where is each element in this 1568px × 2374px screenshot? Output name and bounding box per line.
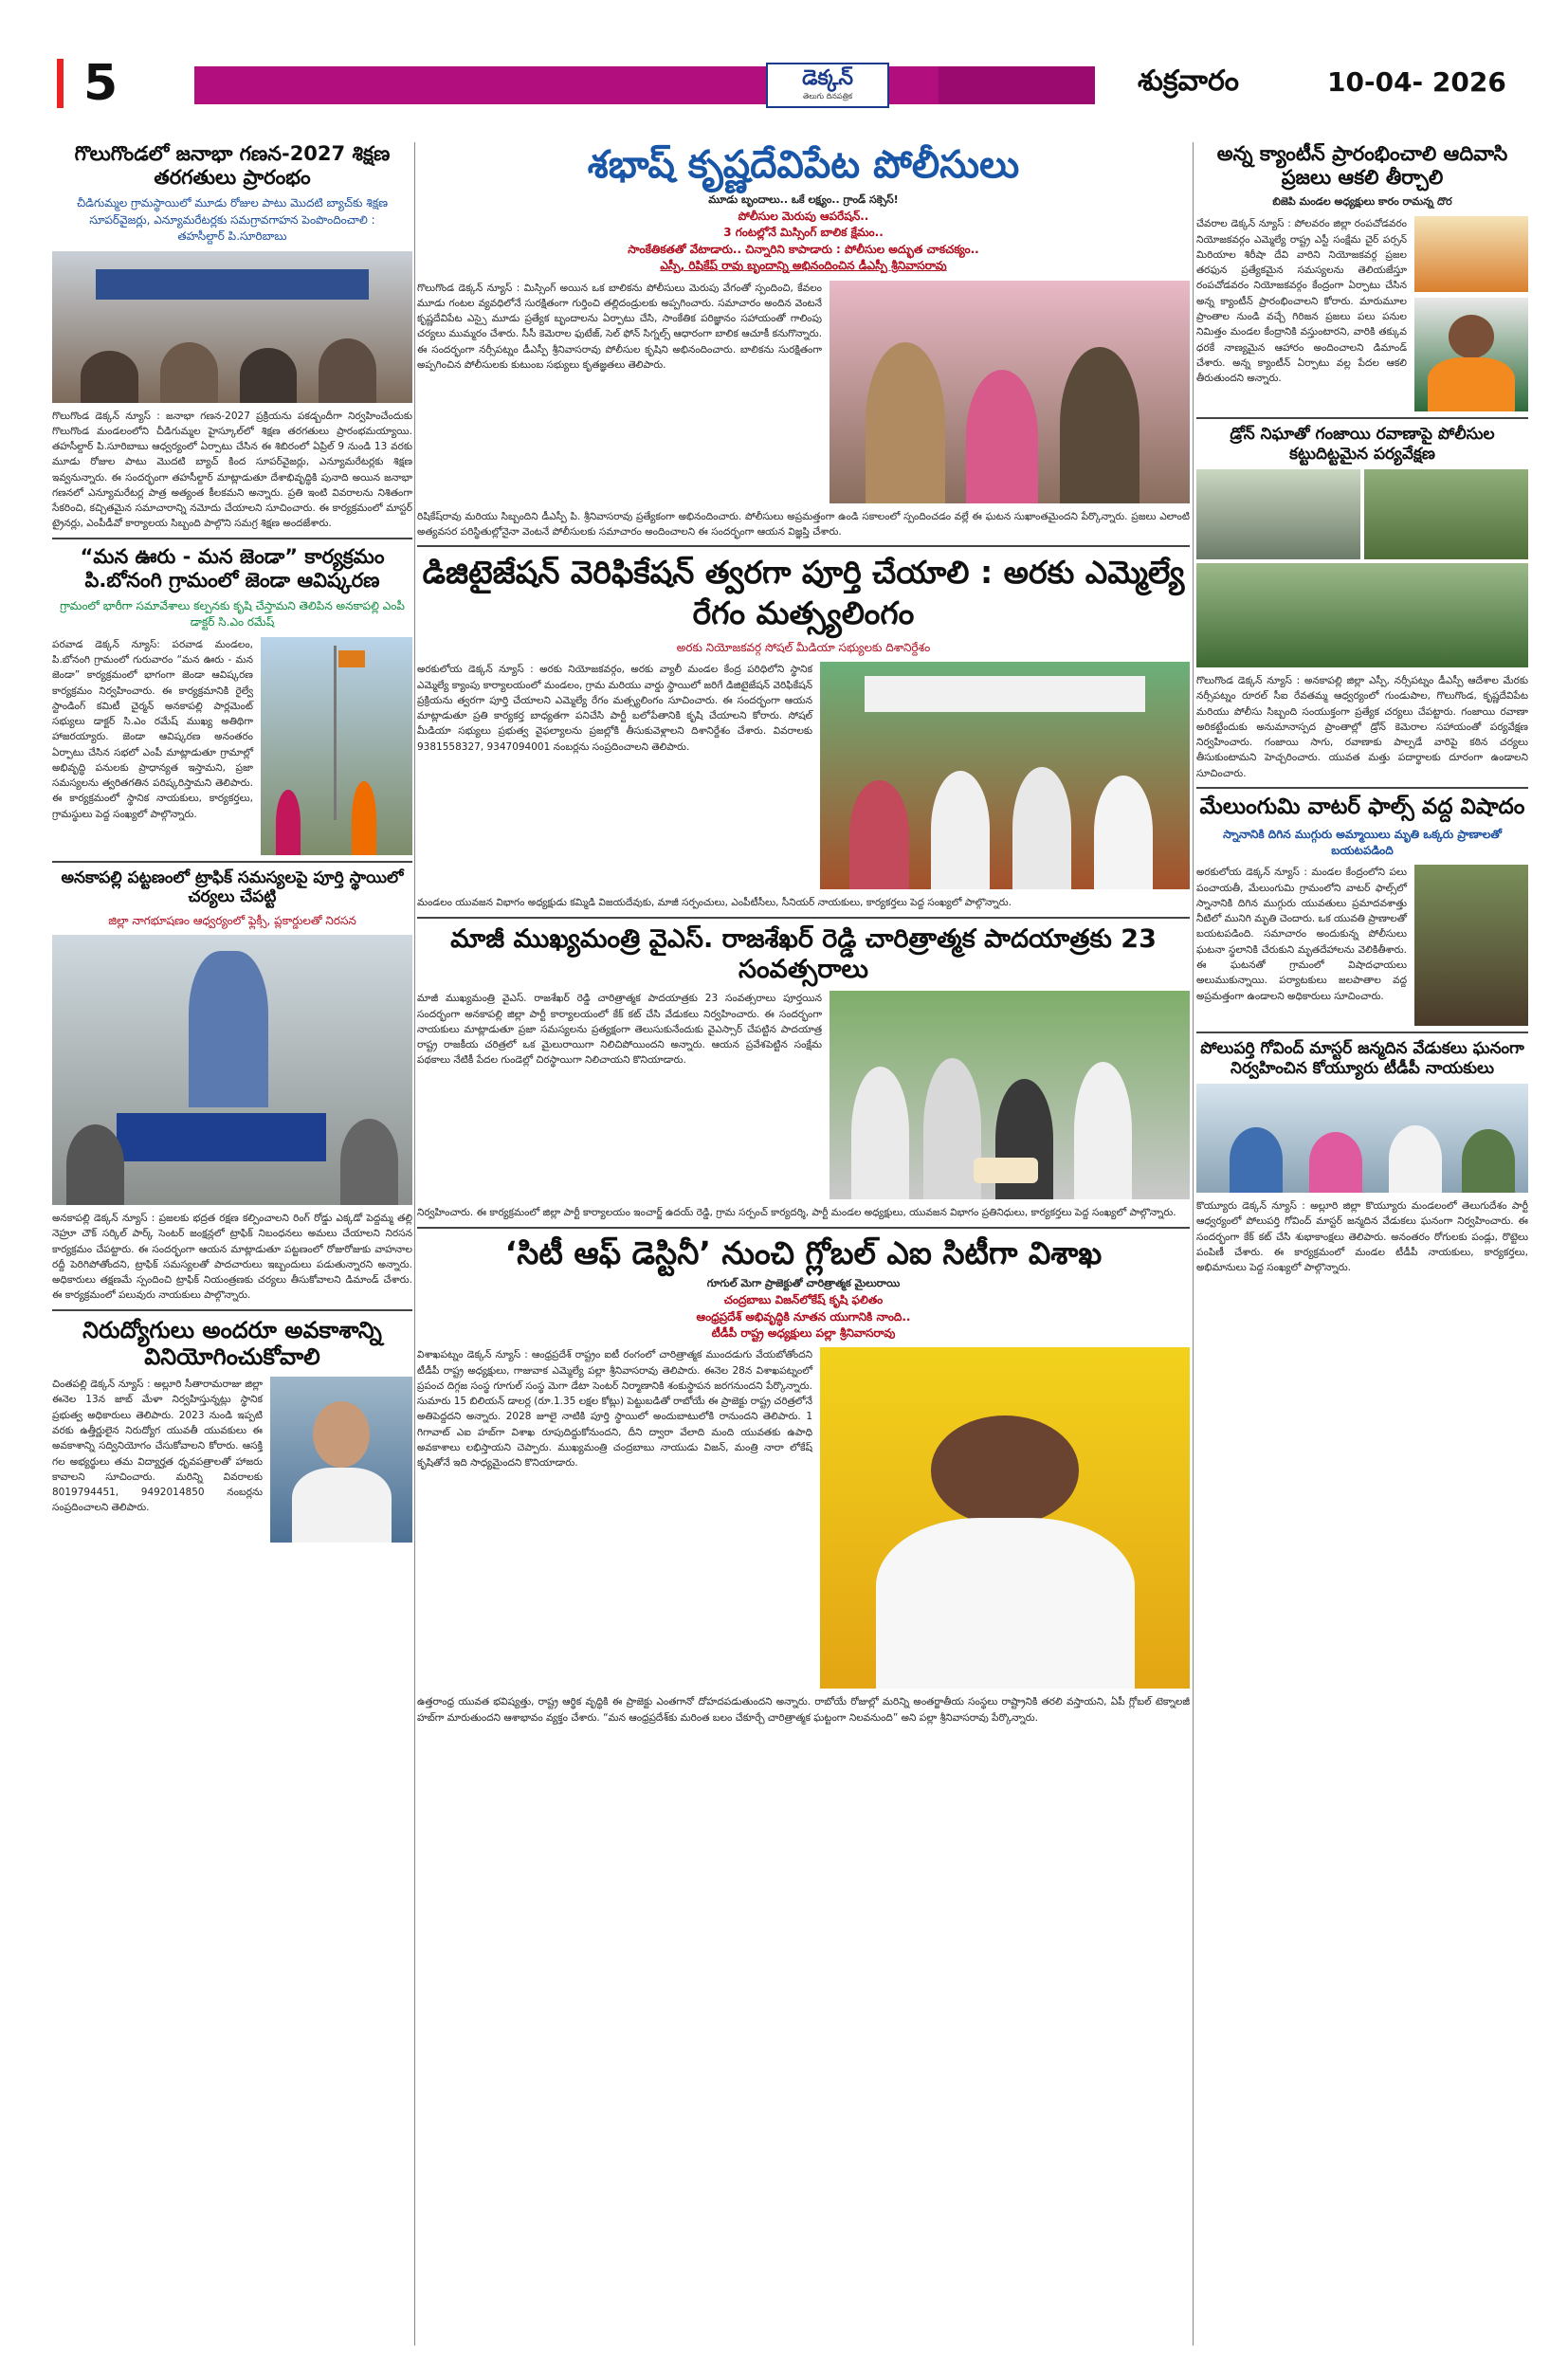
subheadline: 3 గంటల్లోనే మిస్సింగ్ బాలిక క్షేమం..: [723, 226, 884, 240]
headline: మాజీ ముఖ్యమంత్రి వైఎస్. రాజశేఖర్ రెడ్డి చారిత్రాత్మక పాదయాత్రకు 23 సంవత్సరాలు: [450, 923, 1157, 984]
article-ysr-padayatra: [417, 924, 1190, 1221]
divider: [52, 1309, 412, 1311]
photo-flag-ceremony: [261, 637, 412, 855]
subheadline: ఆంధ్రప్రదేశ్ అభివృద్ధికి నూతన యుగానికి నాంది..: [696, 1309, 911, 1324]
weekday: శుక్రవారం: [1138, 64, 1239, 98]
photo-police-vehicle: [1196, 469, 1360, 559]
divider: [417, 917, 1190, 919]
subheadline: పోలీసుల మెరుపు ఆపరేషన్..: [738, 210, 869, 223]
article-drone-surveillance: [1196, 425, 1528, 781]
photo-waterfall-site: [1414, 865, 1528, 1026]
divider: [1196, 787, 1528, 789]
column-divider: [414, 142, 415, 2346]
article-body: అనకాపల్లి డెక్కన్ న్యూస్ : ప్రజలకు భద్రత రక్షణ కల్పించాలని రింగ్ రోడ్డు ఎక్కడో పెద్దమ్మ తల్లి నెహ్రూ చౌక్ సర్కిల్ పార్క్ సెంటర్ జంక్షన్లలో ట్రాఫిక్ నిబంధనలు అమలు చేయాలని నిరసన కార్యక్రమం చేపట్టారు. ఈ సందర్భంగా ఆయన మాట్లాడుతూ పట్టణంలో రోజురోజుకు వాహనాల రద్దీ పెరిగిపోతోందని, ట్రాఫిక్ సమస్యలతో పాదచారులు ఇబ్బందులు పడుతున్నారని అన్నారు. అధికారులు తక్షణమే స్పందించి ట్రాఫిక్ నియంత్రణకు చర్యలు తీసుకోవాలని డిమాండ్ చేశారు. ఈ కార్యక్రమంలో పలువురు నాయకులు పాల్గొన్నారు.: [52, 1213, 412, 1302]
article-job-mela: [52, 1317, 412, 1543]
subheadline: బిజెపి మండల అధ్యక్షులు కారం రామన్న దొర: [1272, 195, 1452, 209]
headline: నిరుద్యోగులు అందరూ అవకాశాన్ని వినియోగించుకోవాలి: [82, 1316, 382, 1371]
article-waterfall-tragedy: [1196, 794, 1528, 1026]
photo-training-hall: [52, 251, 412, 403]
center-column: [417, 142, 1190, 2346]
subheadline: చీడిగుమ్మల గ్రామస్థాయిలో మూడు రోజుల పాటు మొదటి బ్యాచ్‌కు శిక్షణ: [76, 196, 389, 210]
article-body: పరవాడ డెక్కన్ న్యూస్: పరవాడ మండలం, పి.బోనంగి గ్రామంలో గురువారం “మన ఊరు - మన జెండా” కార్యక్రమంలో భాగంగా జెండా ఆవిష్కరణ కార్యక్రమం నిర్వహించారు. ఈ కార్యక్రమానికి రైల్వే స్టాండింగ్ కమిటీ చైర్మన్ అనకాపల్లి పార్లమెంట్ సభ్యులు డాక్టర్ సి.ఎం రమేష్ ముఖ్య అతిథిగా హాజరయ్యారు. జెండా ఆవిష్కరణ అనంతరం ఏర్పాటు చేసిన సభలో ఎంపీ మాట్లాడుతూ గ్రామాల్లో అభివృద్ధి పనులకు ప్రాధాన్యత ఇస్తామని, ప్రజా సమస్యలను త్వరితగతిన పరిష్కరిస్తామని తెలిపారు. ఈ కార్యక్రమంలో స్థానిక నాయకులు, కార్యకర్తలు, గ్రామస్థులు పెద్ద సంఖ్యలో పాల్గొన్నారు.: [52, 638, 253, 820]
article-body: అరకులోయ డెక్కన్ న్యూస్ : మండల కేంద్రంలోని పలు పంచాయతీ, మేలుంగుమి గ్రామంలోని వాటర్ ఫాల్స్‌లో స్నానానికి దిగిన ముగ్గురు యువతులు ప్రమాదవశాత్తు నీటిలో మునిగి మృతి చెందారు. ఒక యువతి ప్రాణాలతో బయటపడింది. సమాచారం అందుకున్న పోలీసులు ఘటనా స్థలానికి చేరుకుని మృతదేహాలను వెలికితీశారు. ఈ ఘటనతో గ్రామంలో విషాదఛాయలు అలుముకున్నాయి. పర్యాటకులు జలపాతాల వద్ద అప్రమత్తంగా ఉండాలని అధికారులు సూచించారు.: [1196, 867, 1407, 1002]
headline: పోలుపర్తి గోవింద్ మాస్టర్ జన్మదిన వేడుకలు ఘనంగా నిర్వహించిన కోయ్యూరు టీడీపీ నాయకులు: [1200, 1039, 1524, 1078]
subheadline: సూపర్‌వైజర్లు, ఎన్యూమరేటర్లకు సమగ్రావగాహన పెంపొందించాలి :: [89, 212, 375, 227]
photo-protest-statue: [52, 935, 412, 1205]
divider: [1196, 417, 1528, 419]
article-flag-hoisting: [52, 545, 412, 855]
article-body: మాజీ ముఖ్యమంత్రి వైఎస్. రాజశేఖర్ రెడ్డి చారిత్రాత్మక పాదయాత్రకు 23 సంవత్సరాలు పూర్తయిన సందర్భంగా అనకాపల్లి జిల్లా పార్టీ కార్యాలయంలో కేక్ కట్ చేసి వేడుకలు నిర్వహించారు. ఈ సందర్భంగా నాయకులు మాట్లాడుతూ ప్రజా సమస్యలను ప్రత్యక్షంగా తెలుసుకునేందుకు వైఎస్సార్ చేపట్టిన పాదయాత్ర రాష్ట్ర రాజకీయ చరిత్రలో ఒక మైలురాయిగా నిలిచిపోయిందని అన్నారు. ఆయన ప్రవేశపెట్టిన సంక్షేమ పథకాలు నేటికీ పేదల గుండెల్లో చిరస్థాయిగా నిలిచాయని కొనియాడారు.: [417, 993, 822, 1067]
masthead: [0, 0, 1568, 116]
subheadline: టీడీపీ రాష్ట్ర అధ్యక్షులు పల్లా శ్రీనివాసరావు: [711, 1325, 896, 1340]
divider: [417, 545, 1190, 547]
article-body: చేవరాల డెక్కన్ న్యూస్ : పోలవరం జిల్లా రంపచోడవరం నియోజకవర్గం ఎమ్మెల్యే రాష్ట్ర ఎస్టీ సంక్షేమ చైర్ పర్సన్ మిరియాల శిరీషా దేవి వారిని నియోజకవర్గ ప్రజల తరఫున ప్రత్యేకమైన సమస్యలను తెలియజేస్తూ రంపచోడవరం నియోజకవర్గం కేంద్రంగా ఏర్పాటు చేసిన అన్న క్యాంటీన్ ప్రారంభించాలని కోరారు. మారుమూల ప్రాంతాల నుండి వచ్చే గిరిజన ప్రజలు పలు పనుల నిమిత్తం మండల కేంద్రానికి వస్తుంటారని, వారికి తక్కువ ధరకే నాణ్యమైన ఆహారం అందించాలని డిమాండ్ చేశారు. అన్న క్యాంటీన్ ఏర్పాటు వల్ల పేదల ఆకలి తీరుతుందని అన్నారు.: [1196, 218, 1407, 385]
headline: డిజిటైజేషన్ వెరిఫికేషన్ త్వరగా పూర్తి చేయాలి : అరకు ఎమ్మెల్యే రేగం మత్స్యలింగం: [422, 554, 1185, 631]
photo-ganja-field: [1196, 563, 1528, 667]
headline: గొలుగొండలో జనాభా గణన-2027 శిక్షణ తరగతులు ప్రారంభం: [74, 142, 391, 190]
headline: అనకాపల్లి పట్టణంలో ట్రాఫిక్ సమస్యలపై పూర్తి స్థాయిలో చర్యలు చేపట్టి: [61, 867, 404, 907]
header-band-right: [939, 66, 1095, 104]
article-body: గొలుగొండ డెక్కన్ న్యూస్ : జనాభా గణన-2027 ప్రక్రియను పకడ్బందీగా నిర్వహించేందుకు గొలుగొండ మండలంలోని చీడిగుమ్మల హైస్కూల్‌లో శిక్షణ తరగతులు ప్రారంభమయ్యాయి. తహసీల్దార్ పి.సూరిబాబు ఆధ్వర్యంలో ఏర్పాటు చేసిన ఈ శిబిరంలో ఏప్రిల్ 9 నుండి 13 వరకు మూడు రోజుల పాటు మొదటి బ్యాచ్ కింద సూపర్‌వైజర్లు, ఎన్యూమరేటర్లకు శిక్షణ ఇవ్వనున్నారు. ఈ సందర్భంగా తహసీల్దార్ మాట్లాడుతూ దేశాభివృద్ధికి పునాది అయిన జనాభా గణనలో ఎన్యూమరేటర్ల పాత్ర అత్యంత కీలకమని అన్నారు. ప్రతి ఇంటి వివరాలను నిశితంగా సేకరించి, కచ్చితమైన సమాచారాన్ని నమోదు చేయాలని సూచించారు. ఈ కార్యక్రమంలో మాస్టర్ ట్రైనర్లు, ఎంపీడీవో కార్యాలయ సిబ్బంది పాల్గొని సమగ్ర శిక్షణ అందజేశారు.: [52, 410, 412, 530]
subheadline: తహసీల్దార్ పి.సూరిబాబు: [177, 229, 287, 244]
right-column: [1196, 142, 1528, 2346]
article-birthday-celebration: [1196, 1039, 1528, 1275]
article-body: చింతపల్లి డెక్కన్ న్యూస్ : అల్లూరి సీతారామరాజు జిల్లా ఈనెల 13న జాబ్ మేళా నిర్వహిస్తున్నట్లు స్థానిక ప్రభుత్వ అధికారులు తెలిపారు. 2023 నుండి ఇప్పటి వరకు ఉత్తీర్ణులైన నిరుద్యోగ యువతీ యువకులు ఈ అవకాశాన్ని సద్వినియోగం చేసుకోవాలని కోరారు. ఆసక్తి గల అభ్యర్థులు తమ విద్యార్హత ధృవపత్రాలతో హాజరు కావాలని సూచించారు. మరిన్ని వివరాలకు 8019794451, 9492014850 నంబర్లను సంప్రదించాలని తెలిపారు.: [52, 1379, 263, 1514]
subheadline: జిల్లా నాగభూషణం ఆధ్వర్యంలో ఫ్లెక్సీ, ప్లకార్డులతో నిరసన: [108, 913, 356, 927]
newspaper-logo: [766, 63, 889, 108]
article-body: కొయ్యూరు డెక్కన్ న్యూస్ : అల్లూరి జిల్లా కొయ్యూరు మండలంలో తెలుగుదేశం పార్టీ ఆధ్వర్యంలో పోలుపర్తి గోవింద్ మాస్టర్ జన్మదిన వేడుకలు ఘనంగా నిర్వహించారు. ఈ సందర్భంగా కేక్ కట్ చేసి శుభాకాంక్షలు తెలిపారు. అనంతరం రోగులకు పండ్లు, రొట్టెలు పంపిణీ చేశారు. ఈ కార్యక్రమంలో మండల టీడీపీ నాయకులు, కార్యకర్తలు, అభిమానులు పెద్ద సంఖ్యలో పాల్గొన్నారు.: [1196, 1200, 1528, 1274]
subheadline: గ్రామంలో భారీగా సమావేశాలు కల్పనకు కృషి చేస్తామని తెలిపిన అనకాపల్లి ఎంపీ డాక్టర్ సి.ఎం రమేష్: [60, 599, 405, 630]
photo-canteen: [1414, 216, 1528, 292]
divider: [52, 861, 412, 863]
article-body-continued: రిషికేష్‌రావు మరియు సిబ్బందిని డీఎస్పీ పి. శ్రీనివాసరావు ప్రత్యేకంగా అభినందించారు. పోలీసులు అప్రమత్తంగా ఉండి సకాలంలో స్పందించడం వల్లే ఈ ఘటన సుఖాంతమైందని పేర్కొన్నారు. ప్రజలు ఎలాంటి అత్యవసర పరిస్థితుల్లోనైనా వెంటనే పోలీసులకు సమాచారం అందించాలని ఈ సందర్భంగా ఆయన విజ్ఞప్తి చేశారు.: [417, 510, 1190, 538]
photo-birthday-event: [1196, 1084, 1528, 1193]
photo-bjp-leader: [1414, 298, 1528, 411]
page-number: 5: [83, 55, 119, 112]
headline: మేలుంగుమి వాటర్ ఫాల్స్ వద్ద విషాదం: [1199, 794, 1525, 820]
article-digitization-mla: [417, 553, 1190, 910]
photo-tdp-leader: [820, 1347, 1190, 1689]
headline: “మన ఊరు - మన జెండా” కార్యక్రమం పి.బోనంగి గ్రామంలో జెండా ఆవిష్కరణ: [80, 544, 385, 592]
photo-official-portrait: [270, 1377, 412, 1543]
logo-tagline: తెలుగు దినపత్రిక: [802, 92, 853, 100]
subheadline: గూగుల్ మెగా ప్రాజెక్టుతో చారిత్రాత్మక మైలురాయి: [706, 1277, 901, 1290]
headline: డ్రోన్ నిఘాతో గంజాయి రవాణాపై పోలీసుల కట్టుదిట్టమైన పర్యవేక్షణ: [1230, 425, 1495, 464]
article-body: గొలుగొండ డెక్కన్ న్యూస్ : మిస్సింగ్ అయిన ఒక బాలికను పోలీసులు మెరుపు వేగంతో స్పందించి, కేవలం మూడు గంటల వ్యవధిలోనే సురక్షితంగా గుర్తించి తల్లిదండ్రులకు అప్పగించారు. సమాచారం అందిన వెంటనే కృష్ణదేవిపేట ఎస్సై మూడు ప్రత్యేక బృందాలను ఏర్పాటు చేసి, సాంకేతిక పరిజ్ఞానం సహాయంతో గాలింపు చర్యలు ముమ్మరం చేశారు. సీసీ కెమెరాల ఫుటేజ్, సెల్ ఫోన్ సిగ్నల్స్ ఆధారంగా బాలిక ఆచూకీ కనుగొన్నారు. ఈ సందర్భంగా నర్సీపట్నం డీఎస్పీ శ్రీనివాసరావు పోలీసుల కృషిని అభినందించారు. బాలికను సురక్షితంగా అప్పగించిన పోలీసులకు కుటుంబ సభ్యులు కృతజ్ఞతలు తెలిపారు.: [417, 282, 822, 371]
subheadline: అరకు నియోజకవర్గ సోషల్ మీడియా సభ్యులకు దిశానిర్దేశం: [676, 640, 931, 654]
left-column: [52, 142, 412, 2346]
headline: అన్న క్యాంటీన్ ప్రారంభించాలి ఆదివాసి ప్రజలు ఆకలి తీర్చాలి: [1216, 142, 1508, 190]
headline: ‘సిటీ ఆఫ్ డెస్టినీ’ నుంచి గ్లోబల్ ఎఐ సిటీగా విశాఖ: [504, 1233, 1103, 1271]
subheadline: స్నానానికి దిగిన ముగ్గురు అమ్మాయిలు మృతి ఒక్కరు ప్రాణాలతో బయటపడింది: [1223, 827, 1502, 857]
article-body-continued: ఉత్తరాంధ్ర యువత భవిష్యత్తు, రాష్ట్ర ఆర్థిక వృద్ధికి ఈ ప్రాజెక్టు ఎంతగానో దోహదపడుతుందని అన్నారు. రాబోయే రోజుల్లో మరిన్ని అంతర్జాతీయ సంస్థలు రాష్ట్రానికి తరలి వస్తాయని, ఏపీ గ్లోబల్ టెక్నాలజీ హబ్‌గా మారుతుందని ఆశాభావం వ్యక్తం చేశారు. “మన ఆంధ్రప్రదేశ్‌కు మరింత బలం చేకూర్చే చారిత్రాత్మక ఘట్టంగా నిలవనుంది” అని పల్లా శ్రీనివాసరావు పేర్కొన్నారు.: [417, 1696, 1190, 1724]
lead-headline: శభాష్ కృష్ణదేవిపేట పోలీసులు: [587, 143, 1020, 187]
subheadline: చంద్రబాబు విజన్‌లోకేష్ కృషి ఫలితం: [723, 1293, 884, 1307]
article-body-continued: మండలం యువజన విభాగం అధ్యక్షుడు కమ్మిడి విజయదేవుకు, మాజీ సర్పంచులు, ఎంపీటీసీలు, సీనియర్ నాయకులు, కార్యకర్తలు పెద్ద సంఖ్యలో పాల్గొన్నారు.: [417, 897, 1012, 909]
article-body-continued: నిర్వహించారు. ఈ కార్యక్రమంలో జిల్లా పార్టీ కార్యాలయం ఇంచార్జ్ ఉదయ్ రెడ్డి, గ్రామ సర్పంచ్ కార్యదర్శి, పార్టీ మండల అధ్యక్షులు, యువజన విభాగం ప్రతినిధులు, కార్యకర్తలు పెద్ద సంఖ్యలో పాల్గొన్నారు.: [417, 1207, 1176, 1219]
article-body: విశాఖపట్నం డెక్కన్ న్యూస్ : ఆంధ్రప్రదేశ్ రాష్ట్రం ఐటీ రంగంలో చారిత్రాత్మక ముందడుగు వేయబోతోందని టీడీపీ రాష్ట్ర అధ్యక్షులు, గాజువాక ఎమ్మెల్యే పల్లా శ్రీనివాసరావు తెలిపారు. ఈనెల 28న విశాఖపట్నంలో ప్రపంచ దిగ్గజ సంస్థ గూగుల్ సంస్థ మెగా డేటా సెంటర్ నిర్మాణానికి శంకుస్థాపన జరగనుందని పేర్కొన్నారు. సుమారు 15 బిలియన్ డాలర్ల (రూ.1.35 లక్షల కోట్లు) పెట్టుబడితో రాబోయే ఈ ప్రాజెక్టు రాష్ట్ర చరిత్రలోనే అతిపెద్దదని అన్నారు. 2028 జూలై నాటికి పూర్తి స్థాయిలో అందుబాటులోకి రానుందని తెలిపారు. 1 గిగావాట్ ఎఐ హబ్‌గా విశాఖ రూపుదిద్దుకోనుందని, దీని ద్వారా వేలాది మంది యువతకు ఉపాధి అవకాశాలు లభిస్తాయని చెప్పారు. ముఖ్యమంత్రి చంద్రబాబు నాయుడు విజన్, మంత్రి నారా లోకేష్ కృషితోనే ఇది సాధ్యమైందని కొనియాడారు.: [417, 1349, 812, 1470]
column-divider: [1193, 142, 1194, 2346]
photo-mla-meeting: [820, 662, 1190, 889]
photo-police-with-girl: [830, 281, 1190, 503]
photo-drone-view: [1364, 469, 1528, 559]
article-body: అరకులోయ డెక్కన్ న్యూస్ : అరకు నియోజకవర్గం, అరకు వ్యాలీ మండల కేంద్ర పరిధిలోని స్థానిక ఎమ్మెల్యే క్యాంపు కార్యాలయంలో మండలం, గ్రామ మరియు వార్డు స్థాయిలో జరిగే డిజిటైజేషన్ వెరిఫికేషన్ ప్రక్రియను త్వరగా పూర్తి చేయాలని ఎమ్మెల్యే రేగం మత్స్యలింగం సూచించారు. ఈ సందర్భంగా ఆయన మాట్లాడుతూ ప్రతి కార్యకర్త బాధ్యతగా పనిచేసి పార్టీ బలోపేతానికి కృషి చేయాలని కోరారు. సోషల్ మీడియా సభ్యులు ప్రభుత్వ వైఫల్యాలను ప్రజల్లోకి తీసుకువెళ్లాలని దిశానిర్దేశం చేశారు. వివరాలకు 9381558327, 9347094001 నంబర్లను సంప్రదించాలని తెలిపారు.: [417, 664, 812, 753]
article-police-rescue: [417, 142, 1190, 539]
subheadline: మూడు బృందాలు.. ఒకే లక్ష్యం.. గ్రాండ్ సక్సెస్!: [708, 193, 899, 206]
divider: [1196, 1032, 1528, 1033]
issue-date: 10-04- 2026: [1327, 66, 1506, 98]
divider: [52, 538, 412, 539]
article-vizag-ai-city: [417, 1234, 1190, 1726]
divider: [417, 1227, 1190, 1229]
page-bar: [57, 59, 64, 108]
photo-cake-cutting: [830, 991, 1190, 1199]
subheadline: ఎస్పీ, రిషికేష్ రావు బృందాన్ని అభినందించిన డీఎస్పీ శ్రీనివాసరావు: [660, 259, 947, 273]
article-census-training: [52, 142, 412, 532]
article-body: గొలుగొండ డెక్కన్ న్యూస్ : అనకాపల్లి జిల్లా ఎస్పీ, నర్సీపట్నం డీఎస్పీ ఆదేశాల మేరకు నర్సీపట్నం రూరల్ సీఐ రేవతమ్మ ఆధ్వర్యంలో గుండుపాల, గొలుగొండ, కృష్ణదేవిపేట మరియు పోలీసు సిబ్బంది సంయుక్తంగా ప్రత్యేక చర్యలు చేపట్టారు. గంజాయి రవాణా అరికట్టేందుకు అనుమానాస్పద ప్రాంతాల్లో డ్రోన్ కెమెరాల సహాయంతో పర్యవేక్షణ నిర్వహించారు. గంజాయి సాగు, రవాణాకు పాల్పడే వారిపై కఠిన చర్యలు తీసుకుంటామని హెచ్చరించారు. యువత మత్తు పదార్థాలకు దూరంగా ఉండాలని సూచించారు.: [1196, 675, 1528, 779]
logo-text: డెక్కన్: [802, 65, 853, 90]
article-traffic-protest: [52, 868, 412, 1304]
article-anna-canteen: [1196, 142, 1528, 411]
subheadline: సాంకేతికతతో వేటాడారు.. చిన్నారిని కాపాడారు : పోలీసుల అద్భుత చాకచక్యం..: [628, 242, 979, 256]
